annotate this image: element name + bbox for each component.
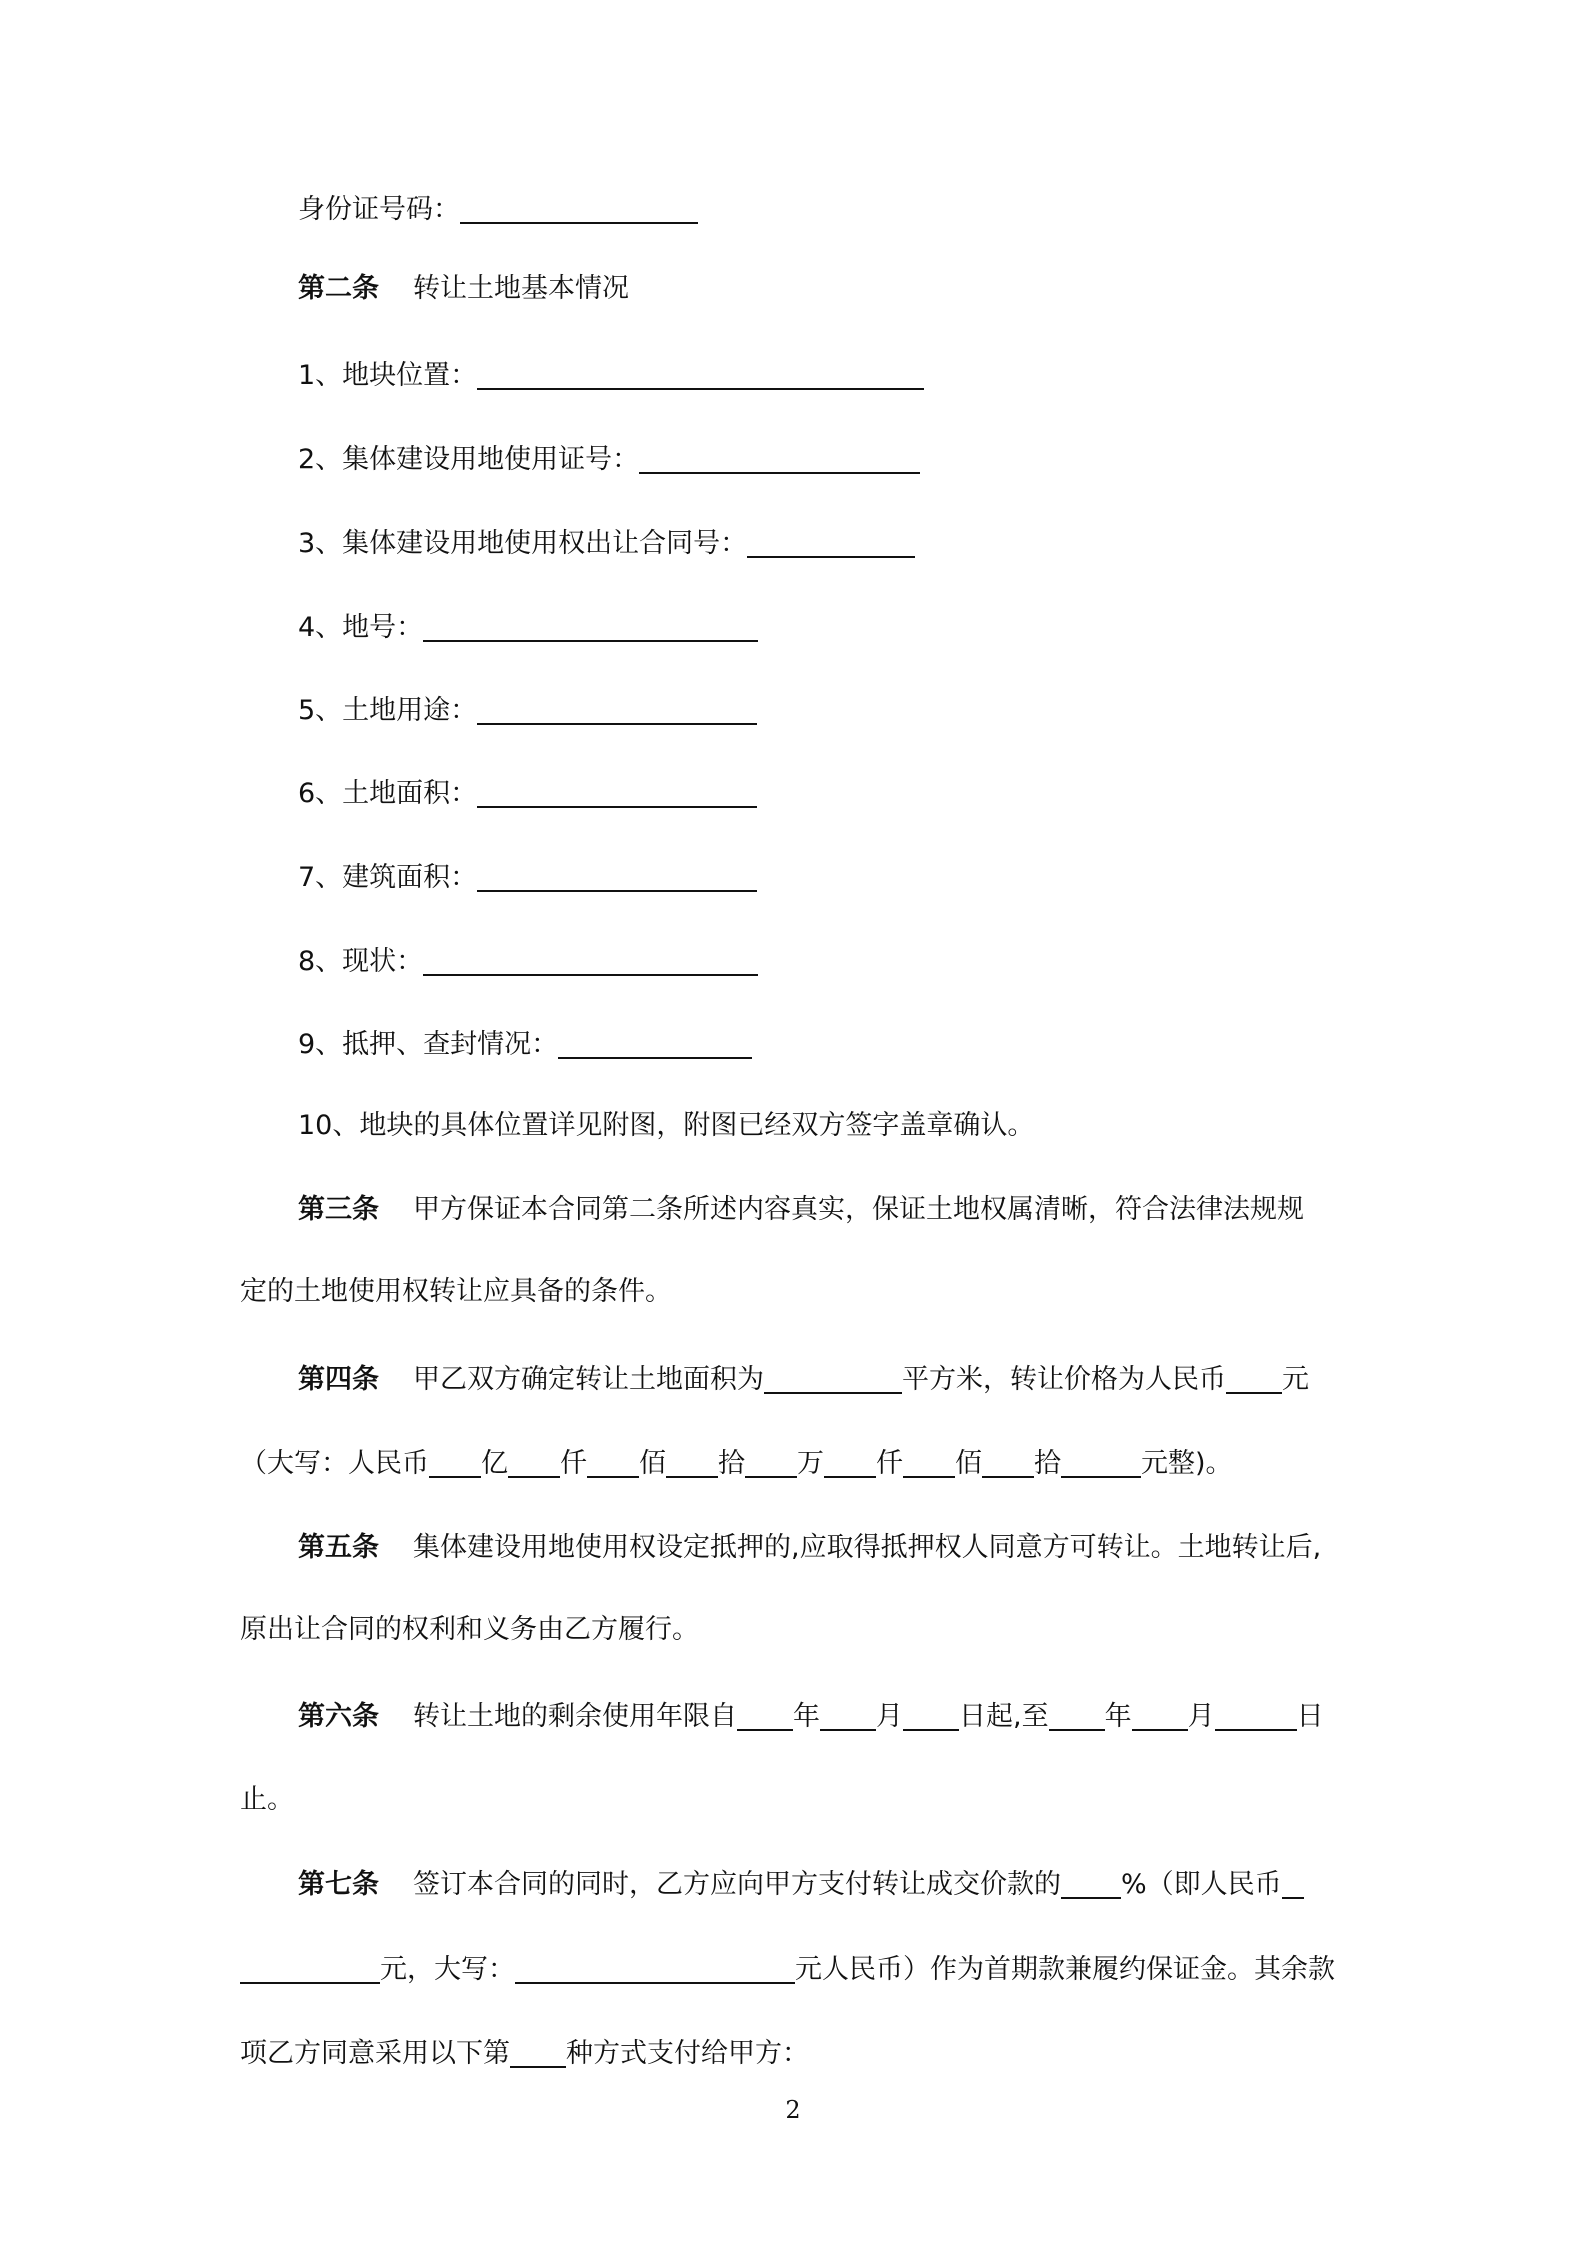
blank-yuan [1061,1450,1141,1478]
payment-method-blank [510,2040,566,2068]
item-10-text: 10、地块的具体位置详见附图，附图已经双方签字盖章确认。 [298,1110,1035,1141]
article-7-line-2 [240,1953,1335,1987]
article-7-title: 第七条 [298,1869,379,1900]
unit-bai-2: 佰 [955,1448,982,1479]
item-2-line [298,443,920,477]
article-7-line-3 [240,2037,809,2071]
article-5-line-2 [240,1613,699,1647]
article-4-caps-end: 元整)。 [1141,1448,1233,1479]
article-4-title: 第四条 [298,1364,379,1395]
id-number-blank [460,196,698,224]
unit-year-start: 年 [793,1701,820,1732]
item-8-label: 8、现状： [298,946,424,977]
article-6-line-2 [240,1783,294,1817]
article-7-text-f: 种方式支付给甲方： [566,2038,809,2069]
unit-qian: 仟 [560,1448,587,1479]
item-6-label: 6、土地面积： [298,778,478,809]
id-number-line [298,193,698,227]
item-4-blank [423,614,758,642]
article-7-line-1 [298,1868,1304,1902]
item-4-line [298,611,758,645]
unit-month-end: 月 [1187,1701,1215,1732]
item-1-blank [477,362,924,390]
article-7-text-c: 元，大写： [380,1954,515,1985]
blank-bai [587,1450,639,1478]
item-5-line [298,694,757,728]
blank-qian-2 [824,1450,876,1478]
item-7-blank [477,864,757,892]
article-5-text-2: 原出让合同的权利和义务由乙方履行。 [240,1614,699,1645]
article-7-text-a: 签订本合同的同时，乙方应向甲方支付转让成交价款的 [413,1869,1061,1900]
item-7-label: 7、建筑面积： [298,862,478,893]
item-1-label: 1、地块位置： [298,360,478,391]
caps-amount-blank [515,1956,795,1984]
article-5-line-1 [298,1531,1321,1565]
item-3-line [298,527,915,561]
blank-wan [745,1450,797,1478]
article-4-text-c: 元 [1282,1364,1309,1395]
item-8-line [298,945,758,979]
article-4-text-b: 平方米，转让价格为人民币 [902,1364,1226,1395]
blank-shi [666,1450,718,1478]
item-4-label: 4、地号： [298,612,424,643]
unit-month-start: 月 [876,1701,903,1732]
item-6-blank [477,780,757,808]
article-2-text: 转让土地基本情况 [413,273,629,304]
article-4-caps-label: （大写：人民币 [240,1448,429,1479]
article-6-title: 第六条 [298,1701,379,1732]
article-2-title: 第二条 [298,273,379,304]
article-6-text-a: 转让土地的剩余使用年限自 [413,1701,737,1732]
percent-blank [1061,1871,1121,1899]
item-3-label: 3、集体建设用地使用权出让合同号： [298,528,748,559]
item-2-label: 2、集体建设用地使用证号： [298,444,640,475]
unit-bai: 佰 [639,1448,666,1479]
page-number: 2 [785,2096,801,2124]
item-5-blank [477,697,757,725]
article-7-text-d: 元人民币）作为首期款兼履约保证金。其余款 [795,1954,1335,1985]
blank-shi-2 [982,1450,1034,1478]
article-3-line-2 [240,1275,672,1309]
id-number-label: 身份证号码： [298,194,460,225]
unit-shi-2: 拾 [1034,1448,1061,1479]
end-month-blank [1132,1703,1188,1731]
start-day-blank [903,1703,959,1731]
area-blank [764,1366,902,1394]
article-5-text-1: 集体建设用地使用权设定抵押的,应取得抵押权人同意方可转让。土地转让后, [413,1532,1322,1563]
item-2-blank [639,446,920,474]
article-6-from: 日起,至 [959,1701,1049,1732]
unit-year-end: 年 [1104,1701,1132,1732]
article-7-text-e: 项乙方同意采用以下第 [240,2038,510,2069]
article-3-line-1 [298,1193,1304,1227]
blank-qian [508,1450,560,1478]
article-2-heading [298,272,629,306]
unit-wan: 万 [797,1448,824,1479]
rmb-blank-start [1282,1871,1304,1899]
item-10-line [298,1109,1034,1143]
unit-qian-2: 仟 [876,1448,903,1479]
article-4-line-1 [298,1363,1309,1397]
item-5-label: 5、土地用途： [298,695,478,726]
unit-day-end: 日 [1296,1701,1324,1732]
item-8-blank [423,948,758,976]
article-7-text-b: %（即人民币 [1121,1869,1282,1900]
rmb-amount-blank [240,1956,380,1984]
item-6-line [298,777,757,811]
article-3-text-2: 定的土地使用权转让应具备的条件。 [240,1276,672,1307]
article-3-title: 第三条 [298,1194,379,1225]
article-4-text-a: 甲乙双方确定转让土地面积为 [413,1364,764,1395]
article-5-title: 第五条 [298,1532,379,1563]
unit-yi: 亿 [481,1448,508,1479]
item-1-line [298,359,924,393]
article-3-text-1: 甲方保证本合同第二条所述内容真实，保证土地权属清晰，符合法律法规规 [413,1194,1304,1225]
item-9-label: 9、抵押、查封情况： [298,1029,559,1060]
article-6-end: 止。 [240,1784,294,1815]
article-4-line-2 [240,1447,1233,1481]
blank-bai-2 [903,1450,955,1478]
start-year-blank [737,1703,793,1731]
end-day-blank [1215,1703,1297,1731]
unit-shi: 拾 [718,1448,745,1479]
price-blank [1226,1366,1282,1394]
item-3-blank [747,530,915,558]
item-7-line [298,861,757,895]
end-year-blank [1049,1703,1105,1731]
article-6-line-1 [298,1700,1324,1734]
start-month-blank [820,1703,876,1731]
item-9-blank [558,1031,752,1059]
item-9-line [298,1028,752,1062]
blank-yi [429,1450,481,1478]
